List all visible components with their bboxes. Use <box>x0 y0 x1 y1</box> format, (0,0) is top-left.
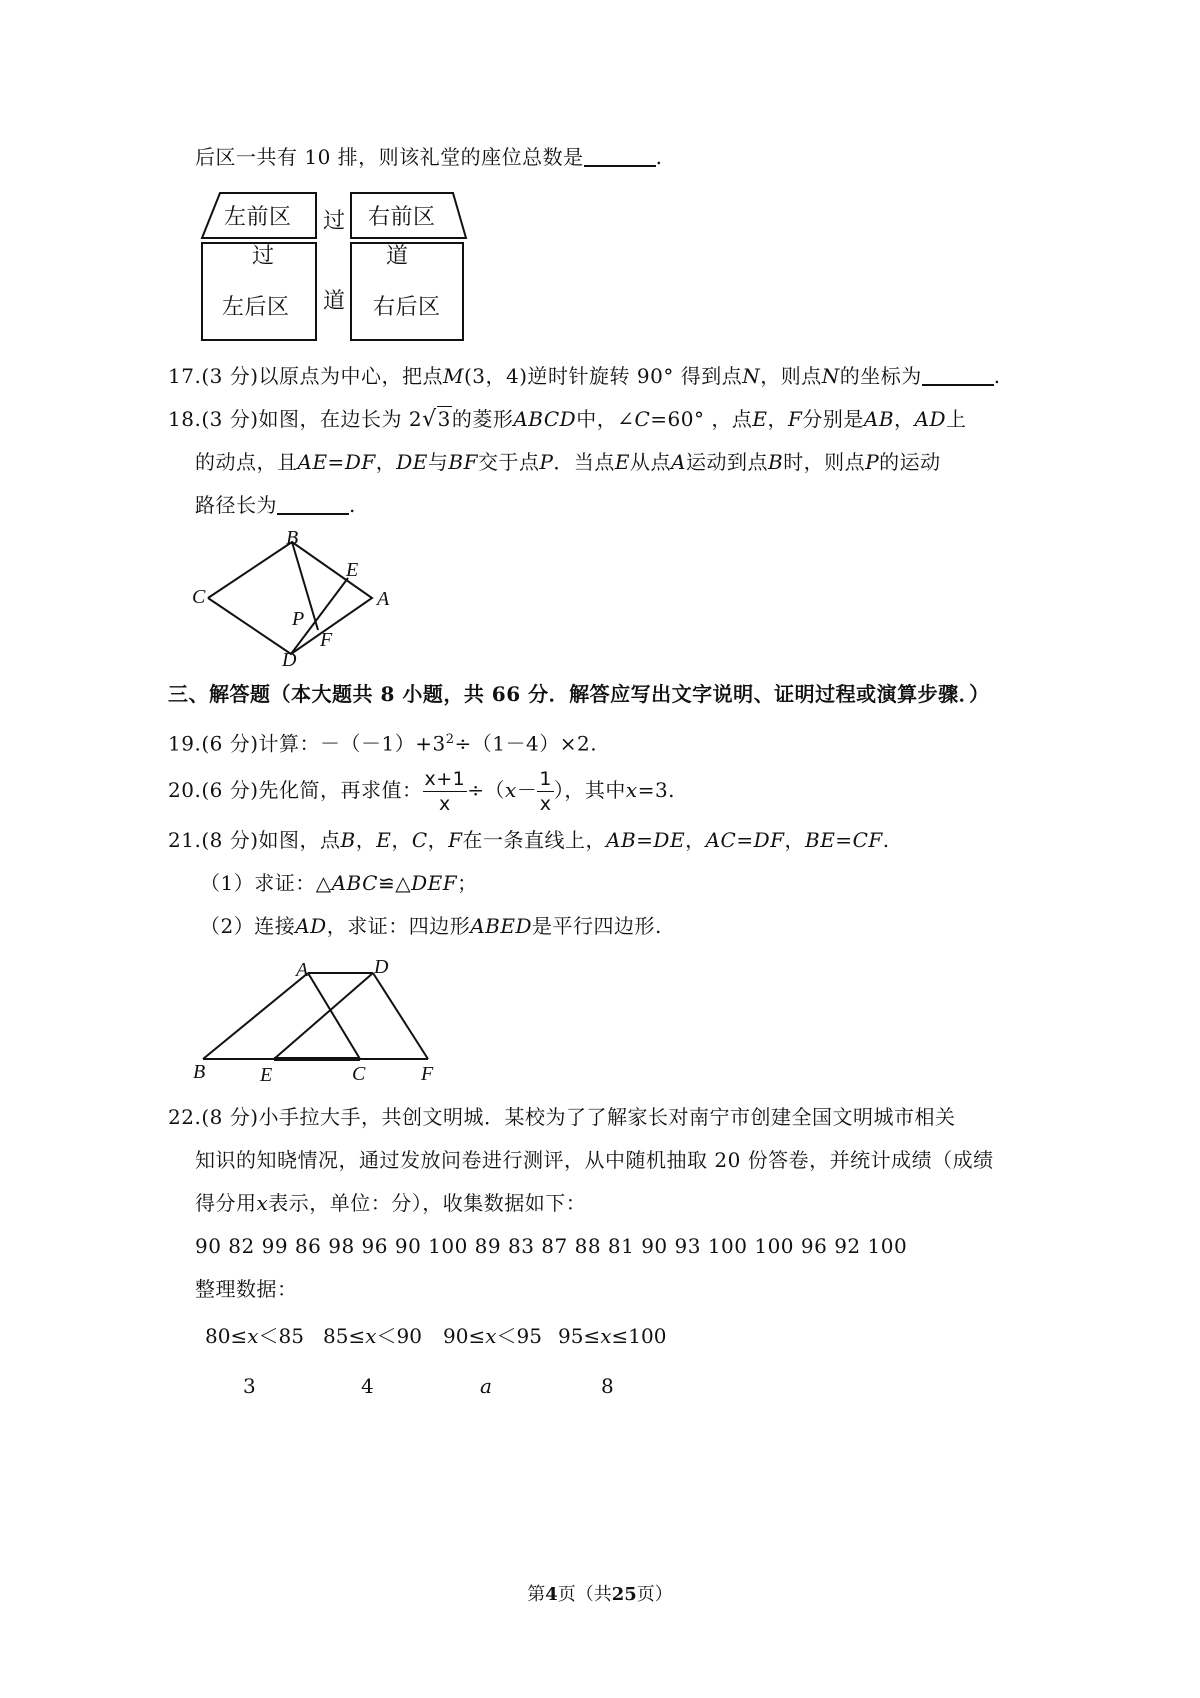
q18-score: (3 分) <box>201 407 259 431</box>
footer-mid: 页（共 <box>557 1584 612 1605</box>
q21-eq-1: = <box>636 828 654 852</box>
range-4 <box>558 1322 666 1350</box>
fraction-2-numerator: 1 <box>539 768 552 790</box>
q18-e: E <box>614 450 631 474</box>
q18-l2-text-10: 的运动 <box>879 450 941 474</box>
count-4: 8 <box>601 1374 614 1398</box>
q22-l3-text-2: 表示，单位：分），收集数据如下： <box>268 1191 587 1215</box>
range-2 <box>323 1322 422 1350</box>
q19-score: (6 分) <box>201 731 259 756</box>
q18-text-5: ， <box>767 407 788 431</box>
q18-bf: BF <box>448 450 478 474</box>
continuation-text: 后区一共有 10 排，则该礼堂的座位总数是 <box>195 145 584 169</box>
q20-x: x <box>505 778 517 802</box>
label-e-21: E <box>260 1064 273 1086</box>
q18-ad: AD <box>914 407 946 431</box>
q18-l2-eq: = <box>327 450 345 474</box>
q18-number: 18. <box>168 407 202 431</box>
q18-text-6: 分别是 <box>802 407 864 431</box>
q20-text-4: ），其中 <box>553 778 626 802</box>
q21-1-abc: ABC <box>331 871 378 895</box>
footer-prefix: 第 <box>527 1584 546 1605</box>
q20-minus: － <box>516 778 538 802</box>
range-4-hi: ≤100 <box>611 1324 667 1348</box>
question-18-line-3 <box>195 491 356 519</box>
q19-text-a: 计算：－（－1）+3 <box>258 731 446 756</box>
q21-c: C <box>411 828 428 852</box>
segment-ab <box>203 973 308 1059</box>
label-p: P <box>292 608 305 630</box>
q20-text: 先化简，再求值： <box>258 778 423 802</box>
page-footer <box>0 1580 1200 1606</box>
question-19 <box>168 726 597 758</box>
range-2-x: x <box>365 1324 377 1348</box>
q17-text-3: ，则点 <box>760 364 822 388</box>
q18-a: A <box>671 450 686 474</box>
q18-ae: AE <box>297 450 328 474</box>
q19-number: 19. <box>168 731 202 756</box>
fraction-2-denominator: x <box>539 793 552 815</box>
count-1: 3 <box>243 1374 256 1398</box>
q18-text-8: 上 <box>946 407 967 431</box>
q21-end: . <box>882 828 890 852</box>
q21-eq-2: = <box>736 828 754 852</box>
q21-f: F <box>448 828 463 852</box>
fraction-1 <box>423 767 468 816</box>
q21-sep-3: ， <box>427 828 449 852</box>
q18-l2-text-5: 交于点 <box>477 450 540 474</box>
question-20 <box>168 762 675 818</box>
count-3: a <box>480 1374 492 1398</box>
q19-exponent: 2 <box>445 732 455 747</box>
label-c-21: C <box>352 1063 366 1085</box>
q20-text-2: ÷（ <box>467 778 506 802</box>
q20-number: 20. <box>168 778 202 802</box>
q18-abcd: ABCD <box>513 407 577 431</box>
range-3-lo: 90≤ <box>443 1324 486 1348</box>
question-18 <box>168 405 967 434</box>
segment-ac <box>308 973 360 1059</box>
data-values-line: 90 82 99 86 98 96 90 100 89 83 87 88 81 90 93 100 100 96 92 100 <box>195 1234 908 1258</box>
footer-total-pages: 25 <box>611 1584 637 1605</box>
q21-1-text-2: ≌△ <box>377 871 412 895</box>
label-a: A <box>377 588 390 610</box>
q18-angle-c: C <box>634 407 651 431</box>
q18-ab: AB <box>863 407 895 431</box>
q18-l2-text-6: ．当点 <box>553 450 615 474</box>
q18-l2-text-7: 从点 <box>630 450 672 474</box>
q18-l2-sep: ， <box>375 450 397 474</box>
aisle-label-bottom: 道 <box>323 289 346 314</box>
q21-1-text: （1）求证：△ <box>200 871 332 895</box>
q18-l2-text-9: 时，则点 <box>783 450 866 474</box>
q17-end: . <box>993 364 1001 388</box>
q20-text-5: =3. <box>637 778 676 802</box>
question-22-line-2: 知识的知晓情况，通过发放问卷进行测评，从中随机抽取 20 份答卷，并统计成绩（成绩 <box>195 1148 994 1172</box>
q18-text-2: 的菱形 <box>451 407 514 431</box>
q22-number: 22. <box>168 1105 202 1129</box>
left-front-label: 左前区 <box>224 205 292 230</box>
footer-page-number: 4 <box>545 1584 558 1605</box>
q22-line-1: 小手拉大手，共创文明城．某校为了了解家长对南宁市创建全国文明城市相关 <box>258 1105 956 1129</box>
label-e: E <box>346 559 359 581</box>
range-1-lo: 80≤ <box>205 1324 248 1348</box>
q18-df: DF <box>344 450 376 474</box>
q17-text: 以原点为中心，把点 <box>258 364 443 388</box>
q21-eq-3: = <box>835 828 853 852</box>
q21-ab: AB <box>606 828 637 852</box>
question-22 <box>168 1103 956 1131</box>
q18-point-f: F <box>787 407 803 431</box>
q21-2-abed: ABED <box>470 914 532 938</box>
q18-point-e: E <box>752 407 768 431</box>
label-f: F <box>320 629 333 651</box>
q21-text: 如图，点 <box>258 828 341 852</box>
q21-ac: AC <box>705 828 737 852</box>
sqrt-symbol <box>422 405 452 434</box>
range-1-x: x <box>247 1324 259 1348</box>
q17-point-m: M <box>443 364 464 388</box>
q17-score: (3 分) <box>201 364 259 388</box>
label-f-21: F <box>421 1063 434 1085</box>
q21-number: 21. <box>168 828 202 852</box>
range-4-lo: 95≤ <box>558 1324 601 1348</box>
q17-coord: (3，4) <box>463 364 528 388</box>
q17-point-n-2: N <box>821 364 840 388</box>
q21-cf: CF <box>852 828 883 852</box>
q18-b: B <box>767 450 784 474</box>
q18-text-7: ， <box>894 407 915 431</box>
q22-l3-text: 得分用 <box>195 1191 257 1215</box>
range-3 <box>443 1322 542 1350</box>
question-17 <box>168 362 1001 390</box>
range-2-lo: 85≤ <box>323 1324 366 1348</box>
range-4-x: x <box>600 1324 612 1348</box>
label-b-21: B <box>193 1061 206 1083</box>
question-18-line-2 <box>195 448 941 476</box>
q21-sep-1: ， <box>355 828 377 852</box>
continuation-line <box>195 143 663 171</box>
q21-b: B <box>340 828 356 852</box>
aisle-label-top: 过 <box>323 209 346 234</box>
left-back-label: 左后区 <box>222 295 290 320</box>
q22-l3-x: x <box>256 1191 269 1215</box>
organize-heading: 整理数据： <box>195 1277 298 1301</box>
q17-text-2: 逆时针旋转 90° 得到点 <box>527 364 743 388</box>
answer-blank <box>584 143 656 167</box>
q17-answer-blank <box>922 362 994 386</box>
right-back-label: 右后区 <box>373 295 441 320</box>
q21-e: E <box>376 828 392 852</box>
q21-be: BE <box>805 828 836 852</box>
aisle-label-mid-right: 道 <box>386 244 409 269</box>
label-b: B <box>286 527 299 549</box>
q21-2-text-2: ，求证：四边形 <box>326 914 471 938</box>
q21-1-def: DEF <box>411 871 458 895</box>
range-3-x: x <box>485 1324 497 1348</box>
fraction-1-denominator: x <box>439 793 451 815</box>
footer-suffix: 页） <box>636 1584 673 1605</box>
q18-de: DE <box>396 450 428 474</box>
fraction-1-numerator: x+1 <box>424 768 466 790</box>
q21-1-text-3: ； <box>457 871 478 895</box>
q21-score: (8 分) <box>201 828 259 852</box>
range-3-hi: ＜95 <box>496 1324 542 1348</box>
segment-de <box>274 973 373 1059</box>
q21-2-text: （2）连接 <box>200 914 296 938</box>
q18-l2-text-8: 运动到点 <box>685 450 768 474</box>
q18-answer-blank <box>277 491 349 515</box>
fraction-2 <box>537 767 554 816</box>
q18-text: 如图，在边长为 2 <box>258 407 423 431</box>
q18-text-3: 中，∠ <box>576 407 635 431</box>
q21-2-text-3: 是平行四边形. <box>532 914 662 938</box>
q18-text-4: =60° ，点 <box>650 407 753 431</box>
segment-df <box>373 973 428 1059</box>
range-1 <box>205 1322 304 1350</box>
range-2-hi: ＜90 <box>376 1324 422 1348</box>
aisle-label-mid-left: 过 <box>252 244 275 269</box>
q19-text-b: ÷（1－4）×2. <box>454 731 598 756</box>
continuation-end: . <box>655 145 663 169</box>
q18-p: P <box>539 450 554 474</box>
radical-sign: √ <box>422 407 437 432</box>
triangles-figure <box>198 965 458 1075</box>
label-a-21: A <box>296 959 309 981</box>
label-d: D <box>282 649 297 671</box>
q21-sep-2: ， <box>391 828 412 852</box>
question-22-line-3 <box>195 1189 586 1217</box>
q21-2-ad: AD <box>295 914 327 938</box>
count-2: 4 <box>361 1374 374 1398</box>
q21-comma-2: ， <box>784 828 805 852</box>
q17-point-n: N <box>742 364 761 388</box>
q20-score: (6 分) <box>201 778 259 802</box>
q21-text-2: 在一条直线上， <box>462 828 607 852</box>
label-d-21: D <box>374 956 389 978</box>
question-21-part-2 <box>200 912 662 940</box>
question-21 <box>168 826 890 854</box>
q18-l2-text: 的动点，且 <box>195 450 298 474</box>
q21-de: DE <box>653 828 686 852</box>
q18-l2-text-4: 与 <box>427 450 449 474</box>
q18-p-2: P <box>865 450 880 474</box>
q18-end: . <box>349 493 356 517</box>
q22-score: (8 分) <box>201 1105 259 1129</box>
range-1-hi: ＜85 <box>258 1324 304 1348</box>
q17-text-4: 的坐标为 <box>839 364 922 388</box>
right-front-label: 右前区 <box>368 205 436 230</box>
label-c: C <box>192 586 206 608</box>
q20-x-2: x <box>625 778 638 802</box>
q17-number: 17. <box>168 364 202 388</box>
q21-df: DF <box>753 828 785 852</box>
sqrt-radicand: 3 <box>437 407 451 431</box>
q18-l3-text: 路径长为 <box>195 493 277 517</box>
question-21-part-1 <box>200 869 478 897</box>
section-3-title: 三、解答题（本大题共 8 小题，共 66 分．解答应写出文字说明、证明过程或演算步骤．） <box>168 682 990 706</box>
q21-comma-1: ， <box>685 828 706 852</box>
